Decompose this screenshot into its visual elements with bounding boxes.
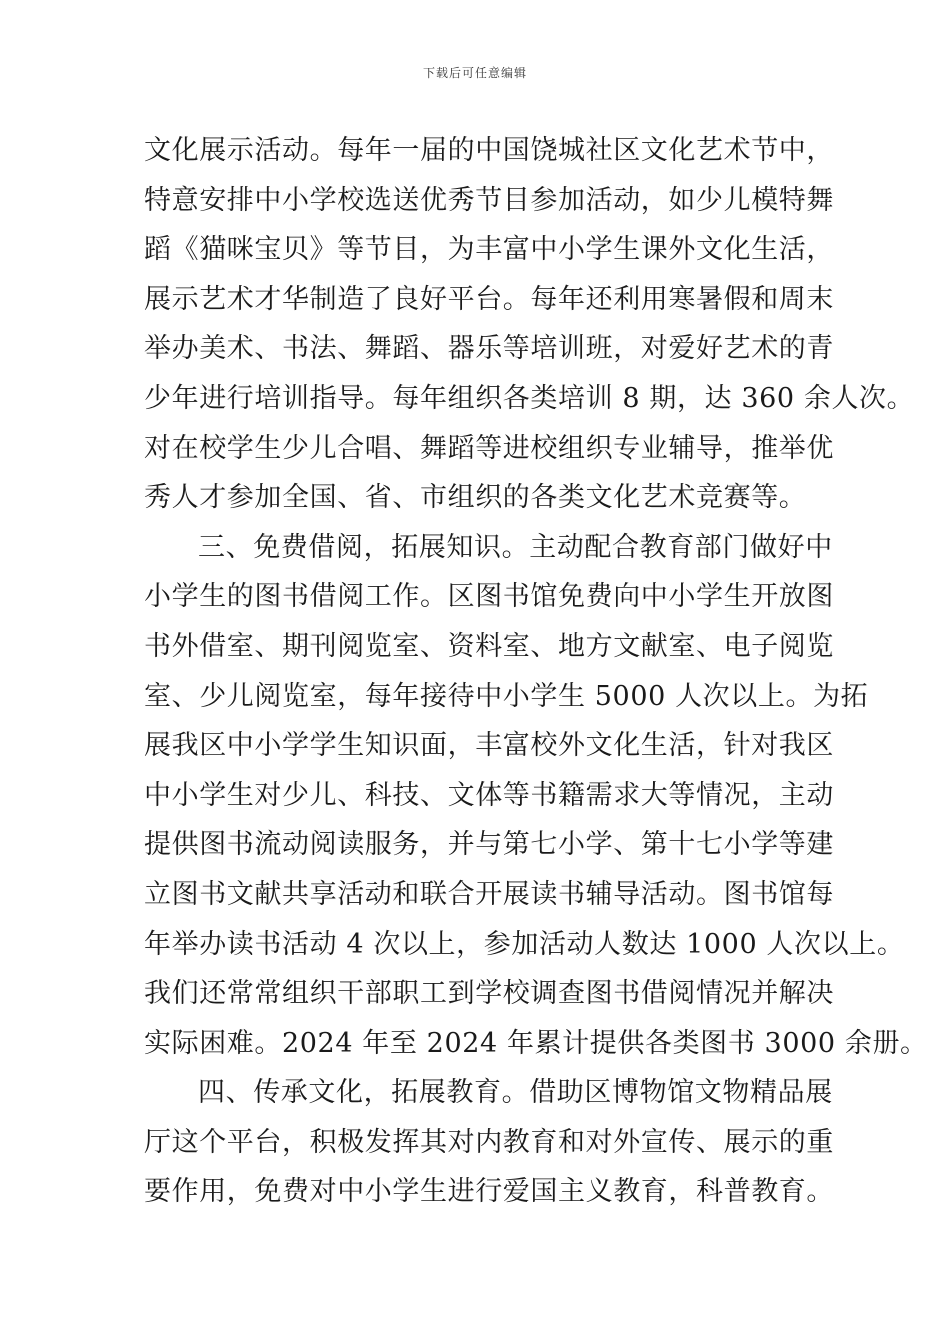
- text-line: 展示艺术才华制造了良好平台。每年还利用寒暑假和周末: [144, 283, 834, 315]
- text-line: 特意安排中小学校选送优秀节目参加活动，如少儿模特舞: [144, 184, 834, 216]
- text-line: 秀人才参加全国、省、市组织的各类文化艺术竞赛等。: [144, 482, 807, 514]
- document-body: [144, 126, 928, 1217]
- text-line: 我们还常常组织干部职工到学校调查图书借阅情况并解决: [144, 978, 834, 1010]
- text-line: 年举办读书活动 4 次以上，参加活动人数达 1000 人次以上。: [144, 928, 905, 960]
- text-line: 立图书文献共享活动和联合开展读书辅导活动。图书馆每: [144, 878, 834, 910]
- text-line: 蹈《猫咪宝贝》等节目，为丰富中小学生课外文化生活，: [144, 234, 834, 266]
- text-line: 要作用，免费对中小学生进行爱国主义教育，科普教育。: [144, 1176, 834, 1208]
- text-line: 室、少儿阅览室，每年接待中小学生 5000 人次以上。为拓: [144, 680, 869, 712]
- text-line: 提供图书流动阅读服务，并与第七小学、第十七小学等建: [144, 829, 834, 861]
- text-line: 对在校学生少儿合唱、舞蹈等进校组织专业辅导，推举优: [144, 432, 834, 464]
- paragraph-start-line: 四、传承文化，拓展教育。借助区博物馆文物精品展: [198, 1077, 833, 1109]
- text-line: 厅这个平台，积极发挥其对内教育和对外宣传、展示的重: [144, 1126, 834, 1158]
- text-line: 中小学生对少儿、科技、文体等书籍需求大等情况，主动: [144, 779, 834, 811]
- text-line: 展我区中小学学生知识面，丰富校外文化生活，针对我区: [144, 730, 834, 762]
- text-line: 实际困难。2024 年至 2024 年累计提供各类图书 3000 余册。: [144, 1027, 928, 1059]
- text-line: 文化展示活动。每年一届的中国饶城社区文化艺术节中，: [144, 135, 834, 166]
- text-line: 举办美术、书法、舞蹈、器乐等培训班，对爱好艺术的青: [144, 333, 834, 365]
- text-line: 少年进行培训指导。每年组织各类培训 8 期，达 360 余人次。: [144, 382, 915, 414]
- page-header: 下载后可任意编辑: [422, 66, 527, 80]
- paragraph-start-line: 三、免费借阅，拓展知识。主动配合教育部门做好中: [198, 531, 833, 563]
- text-line: 书外借室、期刊阅览室、资料室、地方文献室、电子阅览: [144, 630, 834, 662]
- text-line: 小学生的图书借阅工作。区图书馆免费向中小学生开放图: [144, 581, 834, 613]
